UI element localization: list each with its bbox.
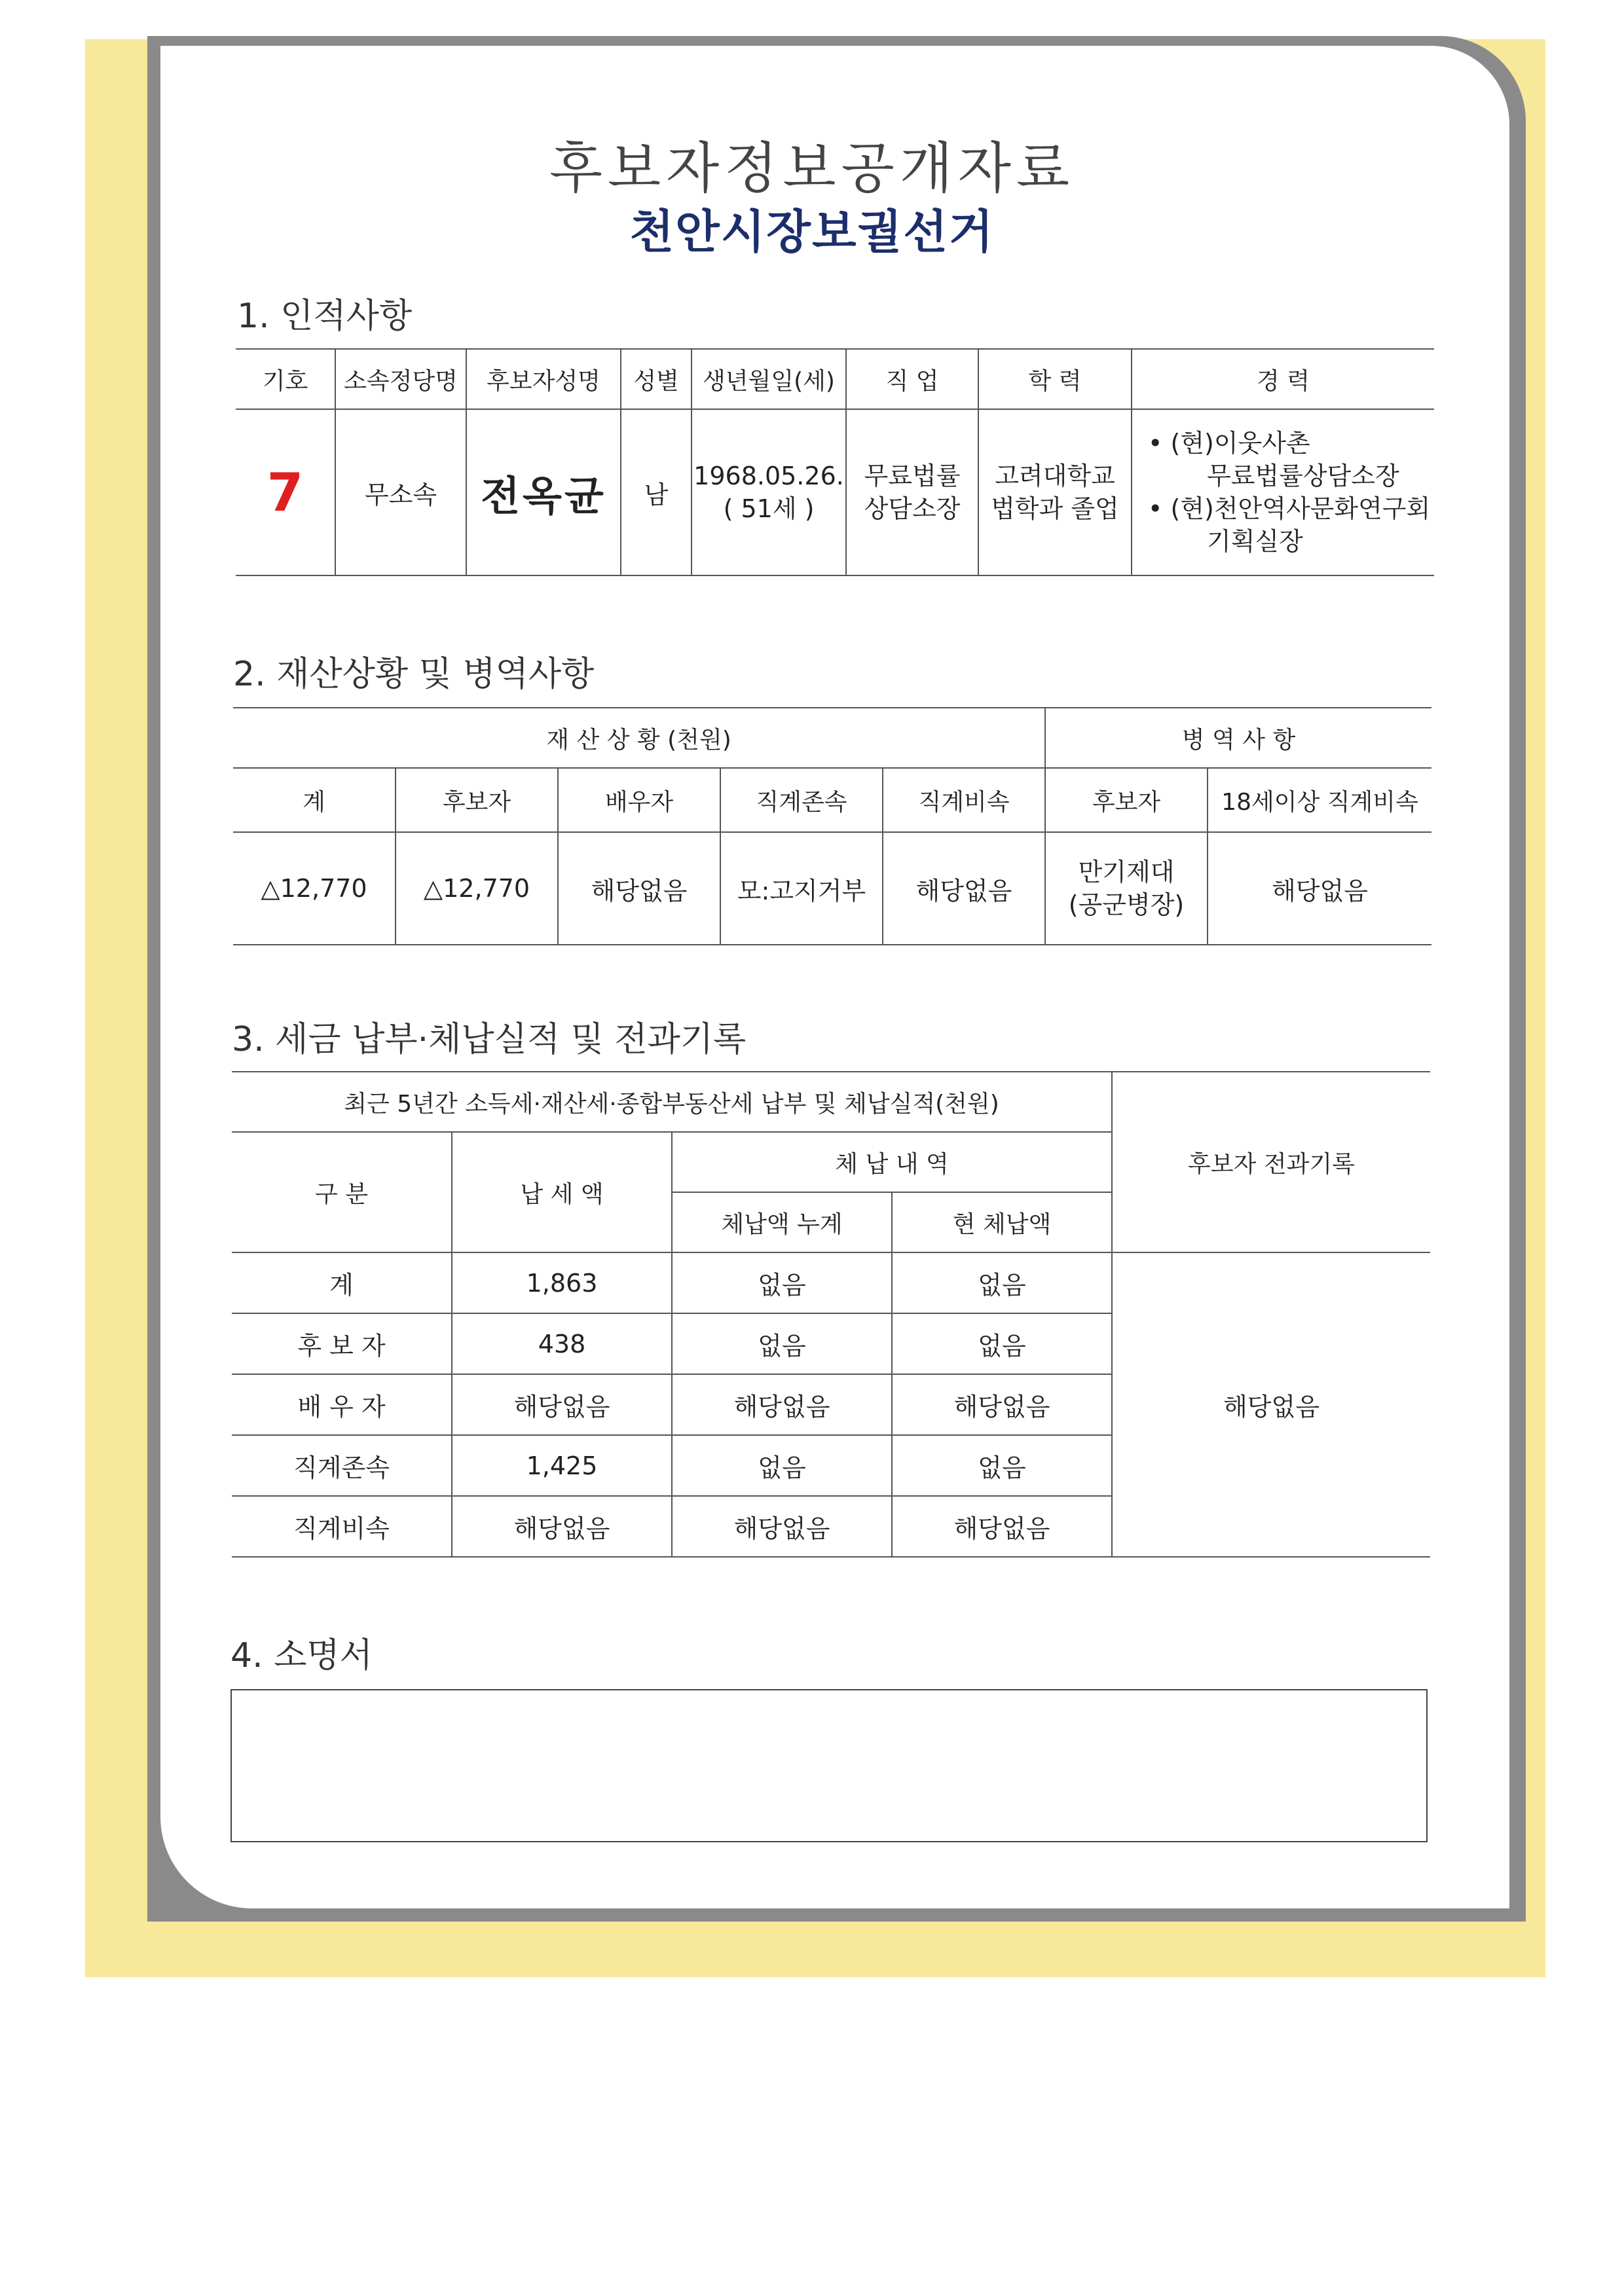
header-cell: 성별	[621, 349, 692, 409]
property-header-row	[233, 768, 1431, 832]
personal-info-table	[236, 348, 1434, 576]
property-descendants: 해당없음	[883, 832, 1045, 945]
property-group-header: 재 산 상 황 (천원)	[233, 708, 1045, 768]
property-military-table	[233, 707, 1431, 945]
header-cell: 후보자	[1045, 768, 1208, 832]
tax-group-row	[232, 1072, 1430, 1132]
paid-value: 해당없음	[452, 1374, 672, 1435]
paid-header: 납 세 액	[452, 1132, 672, 1252]
paid-value: 1,425	[452, 1435, 672, 1496]
party-cell: 무소속	[335, 409, 466, 575]
header-cell: 18세이상 직계비속	[1208, 768, 1431, 832]
paid-value: 해당없음	[452, 1496, 672, 1557]
property-candidate: △12,770	[396, 832, 558, 945]
section3-heading: 3. 세금 납부·체납실적 및 전과기록	[232, 1020, 747, 1059]
job-cell	[846, 409, 978, 575]
header-cell: 직계존속	[720, 768, 883, 832]
tax-criminal-table	[232, 1071, 1430, 1558]
education-line: 고려대학교	[995, 462, 1115, 490]
header-cell: 생년월일(세)	[692, 349, 846, 409]
header-cell: 기호	[236, 349, 335, 409]
education-cell	[978, 409, 1132, 575]
arrears-total-value: 해당없음	[672, 1496, 892, 1557]
age: ( 51세 )	[723, 494, 815, 523]
job-line: 상담소장	[864, 494, 961, 523]
header-cell: 직 업	[846, 349, 978, 409]
military-group-header: 병 역 사 항	[1045, 708, 1431, 768]
header-cell: 후보자	[396, 768, 558, 832]
property-total: △12,770	[233, 832, 396, 945]
section2-heading: 2. 재산상황 및 병역사항	[233, 655, 595, 694]
section4-heading: 4. 소명서	[231, 1636, 373, 1675]
criminal-record-value: 해당없음	[1112, 1252, 1430, 1557]
career-line: • (현)이웃사촌	[1148, 429, 1310, 458]
row-label: 직계비속	[232, 1496, 452, 1557]
criminal-record-header: 후보자 전과기록	[1112, 1072, 1430, 1252]
row-label: 배 우 자	[232, 1374, 452, 1435]
arrears-header: 체 납 내 역	[672, 1132, 1112, 1192]
header-cell: 배우자	[558, 768, 720, 832]
header-cell: 후보자성명	[466, 349, 621, 409]
arrears-total-value: 없음	[672, 1313, 892, 1374]
property-ascendants: 모:고지거부	[720, 832, 883, 945]
gender-cell: 남	[621, 409, 692, 575]
page-title: 후보자정보공개자료	[549, 136, 1075, 200]
arrears-total-value: 없음	[672, 1435, 892, 1496]
row-label: 계	[232, 1252, 452, 1313]
career-line: 무료법률상담소장	[1207, 462, 1399, 490]
arrears-current-value: 해당없음	[892, 1496, 1112, 1557]
career-cell	[1132, 409, 1434, 575]
row-label: 후 보 자	[232, 1313, 452, 1374]
arrears-current-value: 없음	[892, 1252, 1112, 1313]
property-spouse: 해당없음	[558, 832, 720, 945]
header-cell: 경 력	[1132, 349, 1434, 409]
paid-value: 1,863	[452, 1252, 672, 1313]
header-cell: 소속정당명	[335, 349, 466, 409]
arrears-total-header: 체납액 누계	[672, 1192, 892, 1252]
arrears-current-value: 해당없음	[892, 1374, 1112, 1435]
row-label: 직계존속	[232, 1435, 452, 1496]
personal-header-row	[236, 349, 1434, 409]
education-line: 법학과 졸업	[991, 494, 1119, 523]
military-candidate	[1045, 832, 1208, 945]
arrears-total-value: 없음	[672, 1252, 892, 1313]
birth-date: 1968.05.26.	[693, 462, 844, 490]
arrears-current-value: 없음	[892, 1435, 1112, 1496]
statement-box	[231, 1689, 1428, 1842]
birth-cell	[692, 409, 846, 575]
job-line: 무료법률	[864, 462, 961, 490]
personal-data-row	[236, 409, 1434, 575]
tax-group-header: 최근 5년간 소득세·재산세·종합부동산세 납부 및 체납실적(천원)	[232, 1072, 1112, 1132]
career-line: • (현)천안역사문화연구회	[1148, 494, 1431, 523]
header-cell: 직계비속	[883, 768, 1045, 832]
paid-value: 438	[452, 1313, 672, 1374]
military-descendants: 해당없음	[1208, 832, 1431, 945]
section1-heading: 1. 인적사항	[237, 297, 413, 336]
arrears-current-value: 없음	[892, 1313, 1112, 1374]
military-line: 만기제대	[1078, 858, 1175, 886]
arrears-current-header: 현 체납액	[892, 1192, 1112, 1252]
candidate-name: 전옥균	[481, 471, 606, 520]
group-header-row	[233, 708, 1431, 768]
military-line: (공군병장)	[1068, 890, 1185, 919]
career-line: 기획실장	[1207, 527, 1303, 556]
property-data-row	[233, 832, 1431, 945]
table-row	[232, 1252, 1430, 1313]
page-subtitle: 천안시장보궐선거	[629, 205, 995, 259]
arrears-total-value: 해당없음	[672, 1374, 892, 1435]
category-header: 구 분	[232, 1132, 452, 1252]
header-cell: 계	[233, 768, 396, 832]
header-cell: 학 력	[978, 349, 1132, 409]
candidate-number: 7	[267, 462, 304, 523]
